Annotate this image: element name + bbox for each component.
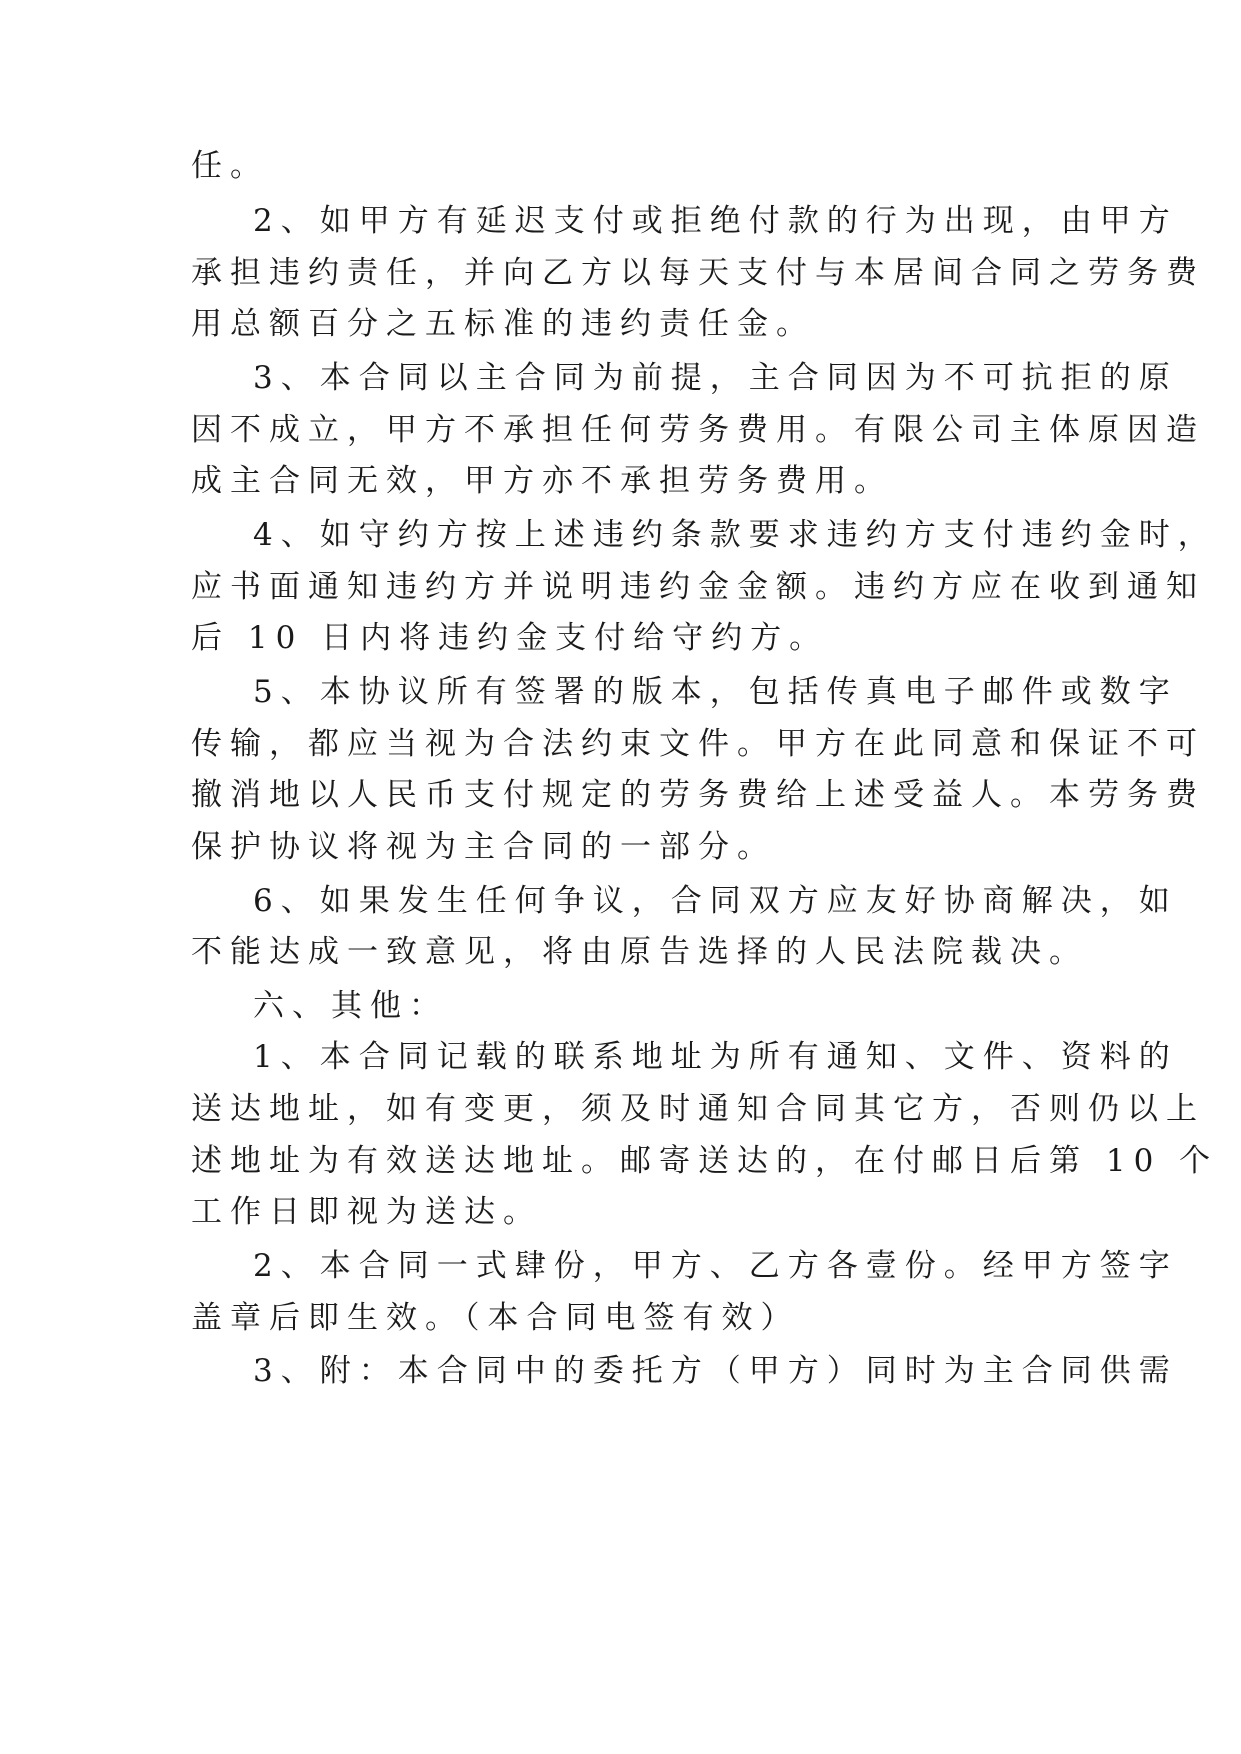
text-line: 工作日即视为送达。	[191, 1194, 542, 1230]
text-line: 承担违约责任，并向乙方以每天支付与本居间合同之劳务费	[191, 255, 1205, 291]
text-line: 传输，都应当视为合法约束文件。甲方在此同意和保证不可	[191, 726, 1205, 762]
text-line: 5、本协议所有签署的版本，包括传真电子邮件或数字	[253, 674, 1178, 710]
text-line: 2、如甲方有延迟支付或拒绝付款的行为出现，由甲方	[253, 203, 1178, 239]
text-line: 盖章后即生效。（本合同电签有效）	[191, 1300, 800, 1336]
text-line: 保护协议将视为主合同的一部分。	[191, 829, 776, 865]
text-line: 3、附：本合同中的委托方（甲方）同时为主合同供需	[253, 1353, 1178, 1389]
text-line: 述地址为有效送达地址。邮寄送达的，在付邮日后第 10 个	[191, 1143, 1219, 1179]
text-line: 4、如守约方按上述违约条款要求违约方支付违约金时，	[253, 517, 1217, 553]
text-line: 任。	[191, 148, 269, 184]
text-line: 不能达成一致意见，将由原告选择的人民法院裁决。	[191, 934, 1088, 970]
text-line: 2、本合同一式肆份，甲方、乙方各壹份。经甲方签字	[253, 1248, 1178, 1284]
text-line: 应书面通知违约方并说明违约金金额。违约方应在收到通知	[191, 569, 1205, 605]
text-line: 6、如果发生任何争议，合同双方应友好协商解决，如	[253, 883, 1178, 919]
text-line: 1、本合同记载的联系地址为所有通知、文件、资料的	[253, 1039, 1178, 1075]
text-line: 用总额百分之五标准的违约责任金。	[191, 306, 815, 342]
text-line: 成主合同无效，甲方亦不承担劳务费用。	[191, 463, 893, 499]
text-line: 因不成立，甲方不承担任何劳务费用。有限公司主体原因造	[191, 412, 1205, 448]
text-line: 撤消地以人民币支付规定的劳务费给上述受益人。本劳务费	[191, 777, 1205, 813]
section-heading: 六、其他：	[253, 988, 448, 1024]
text-line: 后 10 日内将违约金支付给守约方。	[191, 620, 829, 656]
text-line: 送达地址，如有变更，须及时通知合同其它方，否则仍以上	[191, 1091, 1205, 1127]
text-line: 3、本合同以主合同为前提，主合同因为不可抗拒的原	[253, 360, 1178, 396]
